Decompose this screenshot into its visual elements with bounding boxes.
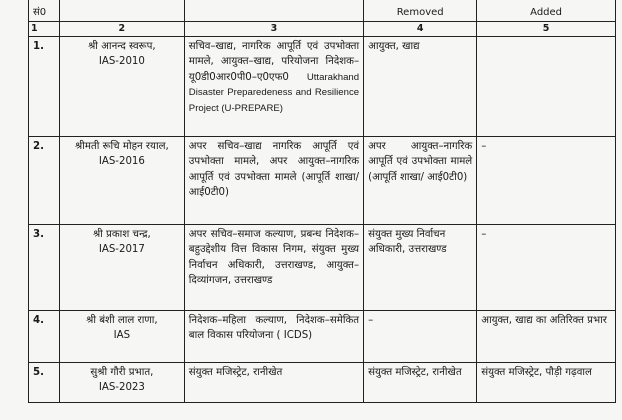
col-number: 1 [29, 22, 60, 37]
row-sno: 4. [29, 311, 60, 363]
officer-service: IAS-2010 [98, 56, 145, 68]
officer-service: IAS-2023 [98, 382, 145, 394]
header-name [59, 0, 184, 22]
column-number-row [29, 22, 616, 37]
officer-cell [59, 363, 184, 403]
current-posting-cell: संयुक्त मजिस्ट्रेट, रानीखेत [184, 363, 363, 403]
current-posting-cell [184, 37, 363, 137]
current-posting-cell: अपर सचिव–खाद्य नागरिक आपूर्ति एवं उपभोक्ता मामले, अपर आयुक्त–नागरिक आपूर्ति एवं उपभोक्ता मामले (आपूर्ति शाखा/ आई0टी0) [184, 137, 363, 225]
officer-cell [59, 311, 184, 363]
col-number: 3 [184, 22, 363, 37]
table-header-row [29, 0, 616, 22]
header-current-posting [184, 0, 363, 22]
row-sno: 1. [29, 37, 60, 137]
header-removed: Removed [364, 0, 477, 22]
table-row [29, 311, 616, 363]
table-row [29, 363, 616, 403]
table-row [29, 137, 616, 225]
current-posting-cell: अपर सचिव–समाज कल्याण, प्रबन्ध निदेशक– बहुउद्देशीय वित्त विकास निगम, संयुक्त मुख्य निर्वाचन अधिकारी, उत्तराखण्ड, आयुक्त–दिव्यांगजन, उत्तराखण्ड [184, 225, 363, 311]
added-cell: – [477, 225, 616, 311]
table-row [29, 225, 616, 311]
added-cell: – [477, 137, 616, 225]
officer-name: श्री प्रकाश चन्द्र, [92, 229, 151, 240]
officer-name: श्रीमती रूचि मोहन रयाल, [74, 141, 169, 152]
header-sno: सं0 [29, 0, 60, 22]
removed-cell: आयुक्त, खाद्य [364, 37, 477, 137]
officer-service: IAS [113, 330, 131, 342]
officer-cell [59, 137, 184, 225]
current-posting-cell: निदेशक–महिला कल्याण, निदेशक–समेकित बाल विकास परियोजना ( ICDS) [184, 311, 363, 363]
officer-cell [59, 225, 184, 311]
removed-cell: संयुक्त मजिस्ट्रेट, रानीखेत [364, 363, 477, 403]
row-sno: 3. [29, 225, 60, 311]
officer-service: IAS-2017 [98, 244, 145, 256]
row-sno: 2. [29, 137, 60, 225]
col-number: 4 [364, 22, 477, 37]
header-added: Added [477, 0, 616, 22]
removed-cell: संयुक्त मुख्य निर्वाचन अधिकारी, उत्तराखण्ड [364, 225, 477, 311]
officer-name: श्री आनन्द स्वरूप, [88, 41, 156, 52]
officer-name: सुश्री गौरी प्रभात, [90, 367, 154, 378]
table-row [29, 37, 616, 137]
current-posting-english: Uttarakhand Disaster Preparedeness and Resilience Project (U-PREPARE) [188, 71, 360, 114]
officer-cell [59, 37, 184, 137]
col-number: 2 [59, 22, 184, 37]
row-sno: 5. [29, 363, 60, 403]
current-posting-text: सचिव–खाद्य, नागरिक आपूर्ति एवं उपभोक्ता मामले, आयुक्त–खाद्य, परियोजना निदेशक–यू0डी0आर0पी0–ए0एफ0 [188, 41, 360, 83]
removed-cell: अपर आयुक्त–नागरिक आपूर्ति एवं उपभोक्ता मामले (आपूर्ति शाखा/ आई0टी0) [364, 137, 477, 225]
officer-service: IAS-2016 [98, 156, 145, 168]
added-cell [477, 37, 616, 137]
removed-cell: – [364, 311, 477, 363]
added-cell: आयुक्त, खाद्य का अतिरिक्त प्रभार [477, 311, 616, 363]
col-number: 5 [477, 22, 616, 37]
officer-name: श्री बंशी लाल राणा, [86, 315, 158, 326]
transfer-table [28, 0, 616, 403]
added-cell: संयुक्त मजिस्ट्रेट, पौड़ी गढ़वाल [477, 363, 616, 403]
